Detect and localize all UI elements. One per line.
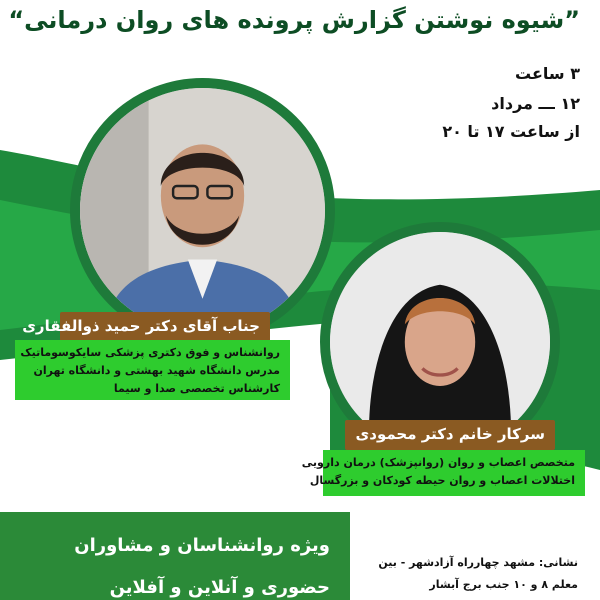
speaker-1-photo: [70, 78, 335, 343]
audience-line-2: حضوری و آنلاین و آفلاین: [109, 577, 330, 598]
address-line-2: معلم ۸ و ۱۰ جنب برج آبشار: [429, 578, 578, 591]
address-line-1: نشانی: مشهد چهارراه آزادشهر - بین: [378, 556, 578, 569]
duration-text: ۳ ساعت: [515, 64, 580, 83]
speaker-2-bio-line: متخصص اعصاب و روان (روانپزشک) درمان دارویی: [301, 456, 575, 469]
speaker-1-bio-line: روانشناس و فوق دکتری پزشکی سایکوسوماتیک: [20, 346, 280, 359]
speaker-1-bio-line: کارشناس تخصصی صدا و سیما: [113, 382, 280, 395]
speaker-2-bio-line: اختلالات اعصاب و روان حیطه کودکان و بزرگسال: [309, 474, 575, 487]
speaker-1-bio-line: مدرس دانشگاه شهید بهشتی و دانشگاه تهران: [33, 364, 280, 377]
speaker-1-bio: [15, 340, 290, 400]
speaker-2-bio: [301, 450, 585, 496]
date-text: ۱۲ ـــ مرداد: [491, 94, 580, 113]
time-text: از ساعت ۱۷ تا ۲۰: [442, 122, 580, 141]
audience-line-1: ویژه روانشناسان و مشاوران: [74, 535, 330, 556]
event-title: ”شیوه نوشتن گزارش پرونده های روان درمانی“: [8, 6, 580, 34]
speaker-1-name: جناب آقای دکتر حمید ذوالفقاری: [60, 312, 270, 342]
speaker-2-name: سرکار خانم دکتر محمودی: [345, 420, 555, 450]
